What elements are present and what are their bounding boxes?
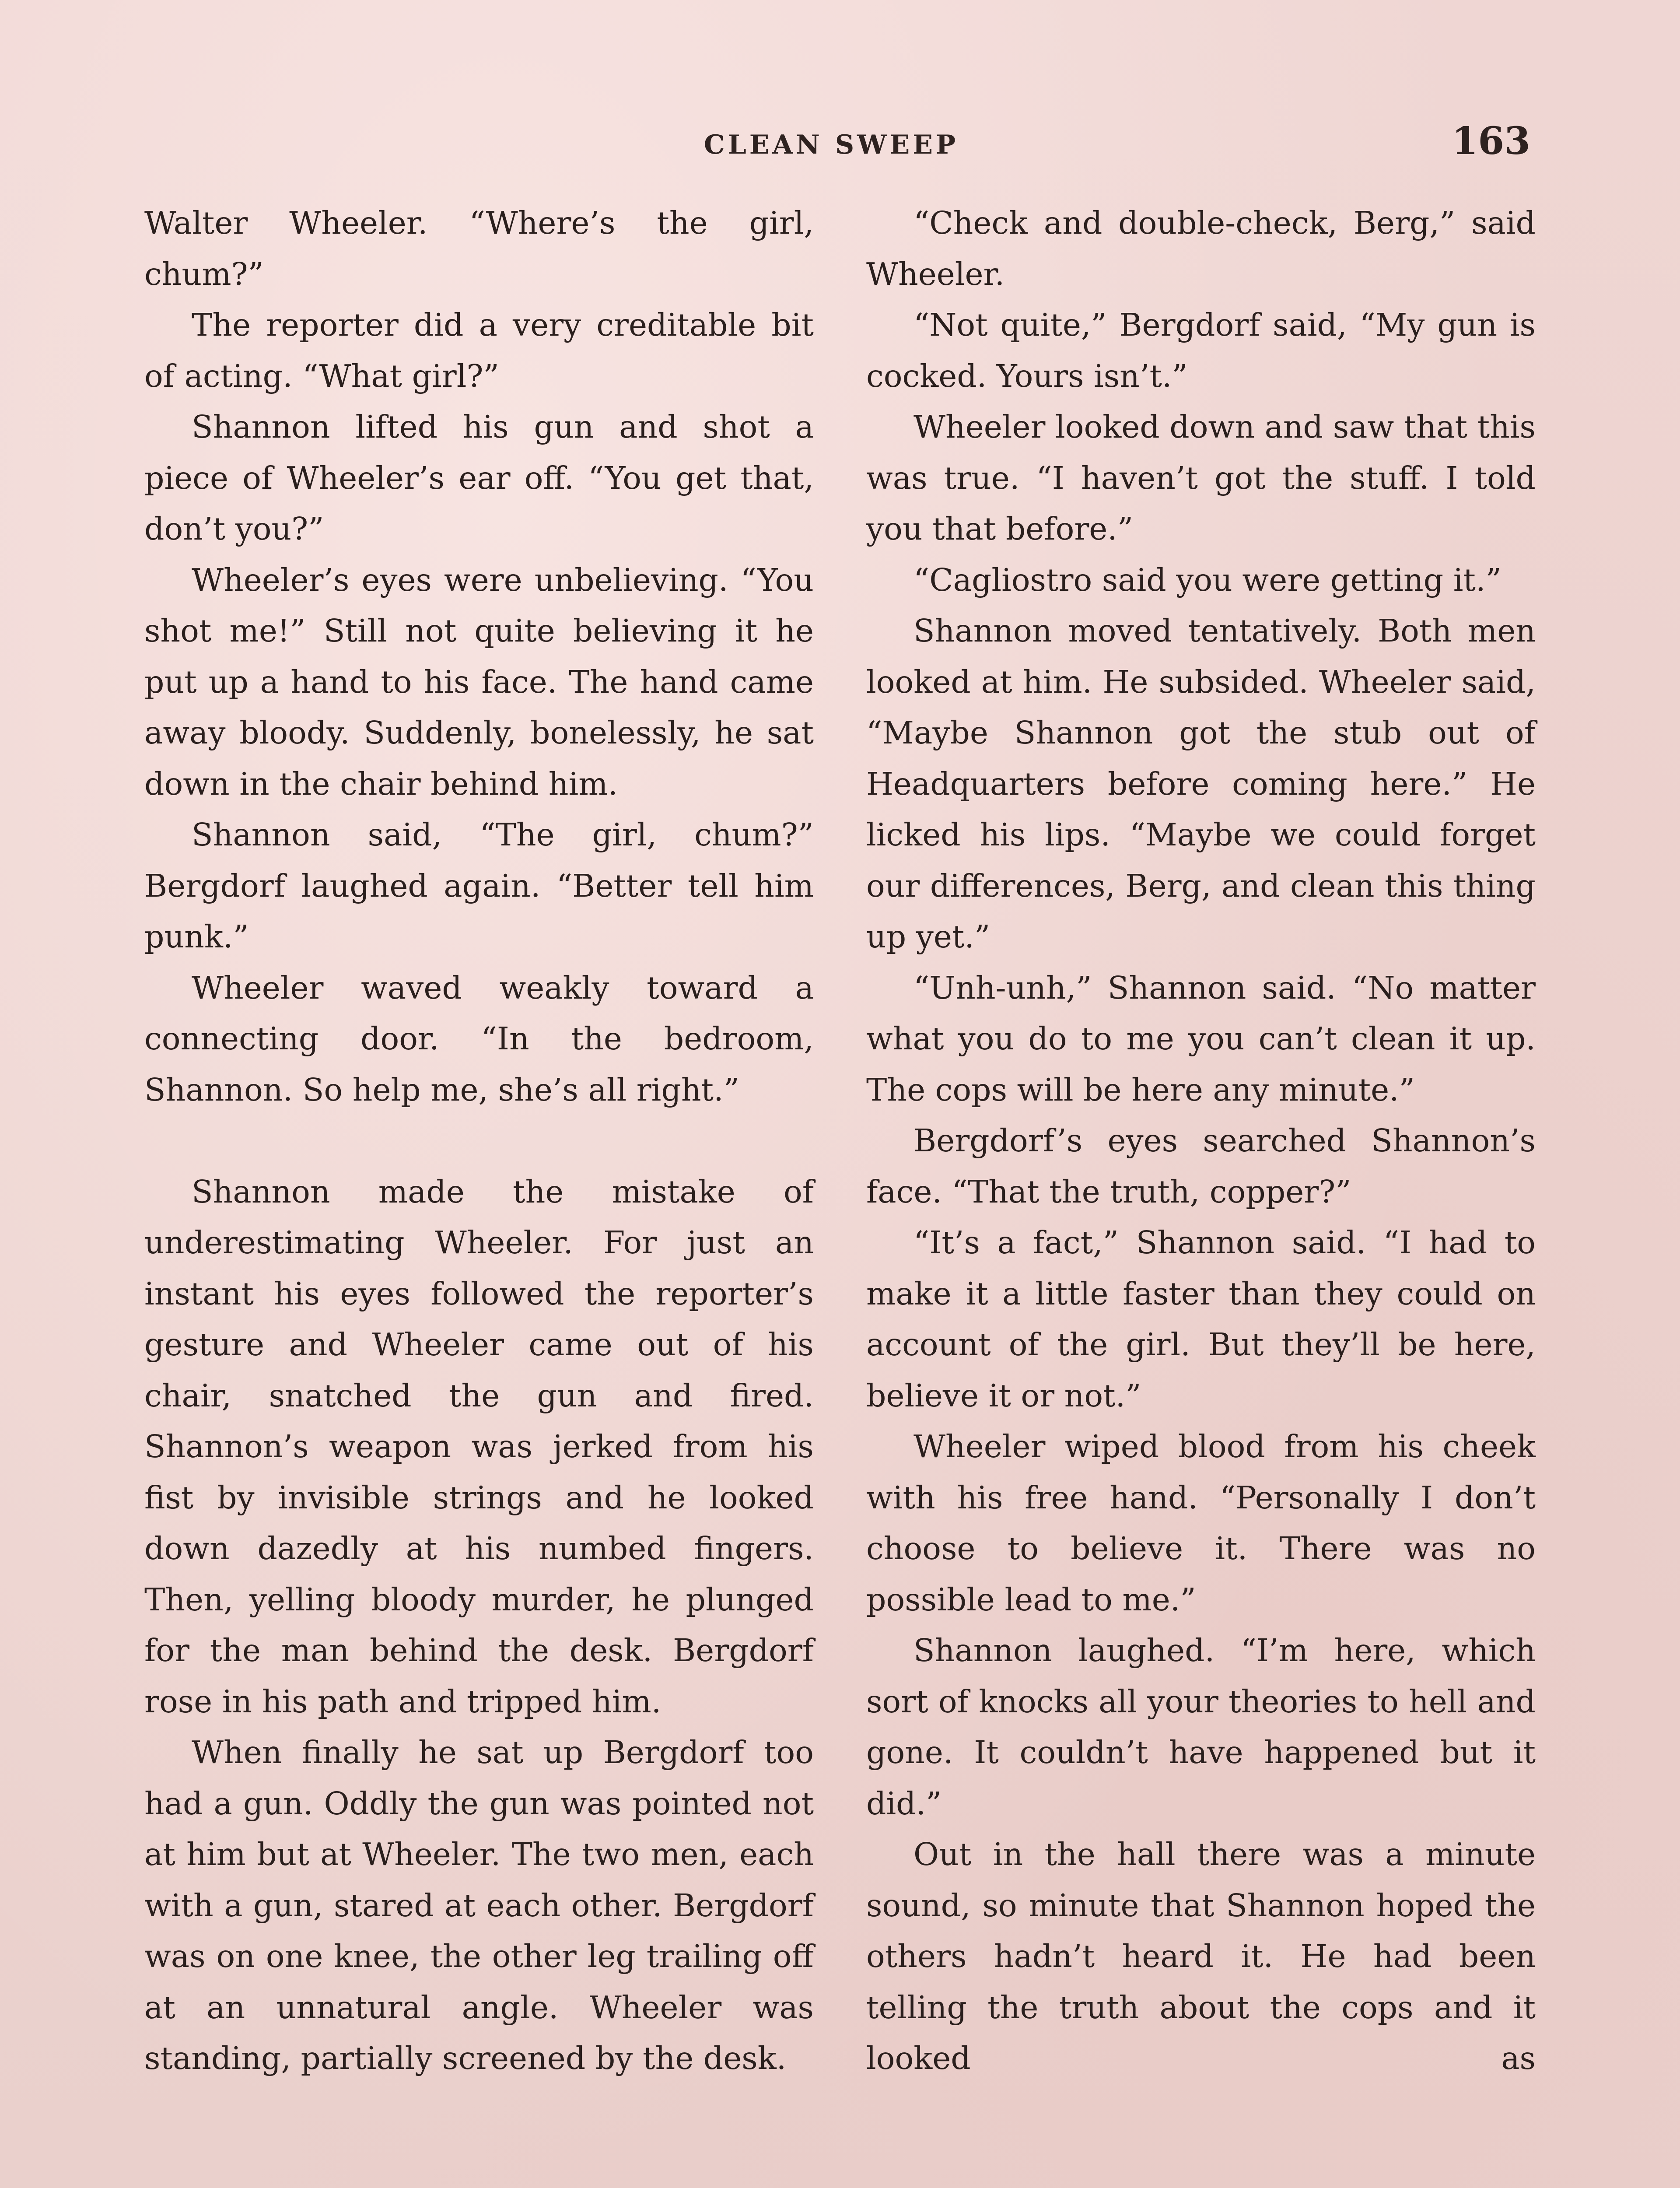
paragraph: Shannon said, “The girl, chum?” Bergdorf laughed again. “Better tell him punk.” xyxy=(144,817,814,955)
paragraph: Wheeler’s eyes were unbelieving. “You shot me!” Still not quite believing it he put up a hand to his face. The hand came away bloody. Suddenly, bonelessly, he sat down in the chair behind him. xyxy=(144,561,814,802)
page-number: 163 xyxy=(1452,119,1530,163)
paragraph: “It’s a fact,” Shannon said. “I had to make it a little faster than they could on account of the girl. But they’ll be here, believe it or not.” xyxy=(866,1224,1536,1414)
paragraph: Shannon laughed. “I’m here, which sort of knocks all your theories to hell and gone. It couldn’t have happened but it did.” xyxy=(866,1632,1536,1822)
paragraph: “Not quite,” Bergdorf said, “My gun is cocked. Yours isn’t.” xyxy=(866,307,1536,394)
paragraph: “Unh-unh,” Shannon said. “No matter what you do to me you can’t clean it up. The cops will be here any minute.” xyxy=(866,969,1536,1108)
paragraph: The reporter did a very creditable bit of acting. “What girl?” xyxy=(144,307,814,394)
left-text-column xyxy=(144,198,814,2084)
paragraph: Shannon moved tentatively. Both men looked at him. He subsided. Wheeler said, “Maybe Shannon got the stub out of Headquarters before coming here.” He licked his lips. “Maybe we could forget our differences, Berg, and clean this thing up yet.” xyxy=(866,613,1536,955)
paragraph: Bergdorf’s eyes searched Shannon’s face. “That the truth, copper?” xyxy=(866,1122,1536,1210)
paragraph: Walter Wheeler. “Where’s the girl, chum?” xyxy=(144,205,814,292)
right-text-column xyxy=(866,198,1536,2084)
paragraph: Shannon lifted his gun and shot a piece of Wheeler’s ear off. “You get that, don’t you?” xyxy=(144,409,814,547)
paragraph: When finally he sat up Bergdorf too had a gun. Oddly the gun was pointed not at him but at Wheeler. The two men, each with a gun, stared at each other. Bergdorf was on one knee, the other leg trailing off at an unnatural angle. Wheeler was standing, partially screened by the desk. xyxy=(144,1734,814,2076)
paragraph: Wheeler waved weakly toward a connecting door. “In the bedroom, Shannon. So help me, she’s all right.” xyxy=(144,969,814,1108)
running-title: CLEAN SWEEP xyxy=(704,130,959,160)
paragraph: Wheeler looked down and saw that this was true. “I haven’t got the stuff. I told you that before.” xyxy=(866,409,1536,547)
paragraph: Out in the hall there was a minute sound, so minute that Shannon hoped the others hadn’t heard it. He had been telling the truth about the cops and it looked as xyxy=(866,1836,1536,2076)
paragraph: “Cagliostro said you were getting it.” xyxy=(914,561,1502,598)
paragraph: Wheeler wiped blood from his cheek with his free hand. “Personally I don’t choose to believe it. There was no possible lead to me.” xyxy=(866,1428,1536,1618)
paragraph: Shannon made the mistake of underestimating Wheeler. For just an instant his eyes followed the reporter’s gesture and Wheeler came out of his chair, snatched the gun and fired. Shannon’s weapon was jerked from his fist by invisible strings and he looked down dazedly at his numbed fingers. Then, yelling bloody murder, he plunged for the man behind the desk. Bergdorf rose in his path and tripped him. xyxy=(144,1173,814,1720)
paragraph: “Check and double-check, Berg,” said Wheeler. xyxy=(866,205,1536,292)
